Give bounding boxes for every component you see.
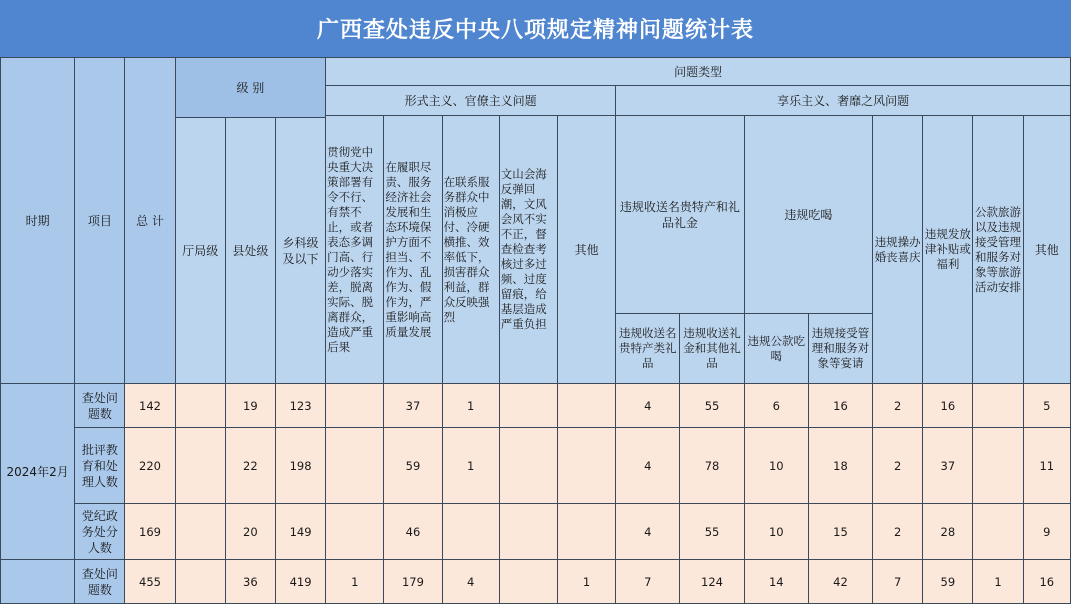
cell: 78	[680, 428, 744, 504]
cell: 16	[1023, 560, 1070, 604]
header-level-xian: 县处级	[225, 118, 275, 384]
cell: 22	[225, 428, 275, 504]
header-formalism: 形式主义、官僚主义问题	[326, 86, 616, 116]
header-level: 级 别	[175, 58, 326, 118]
period-cell	[1, 560, 75, 604]
row-total: 142	[125, 384, 175, 428]
cell	[326, 384, 384, 428]
header-hedonism-col-2: 违规发放津补贴或福利	[923, 116, 973, 384]
cell	[175, 504, 225, 560]
header-hedonism-col-1: 违规操办婚丧喜庆	[873, 116, 923, 384]
cell: 10	[744, 504, 808, 560]
cell: 36	[225, 560, 275, 604]
statistics-table	[0, 57, 1071, 604]
cell	[326, 504, 384, 560]
cell: 124	[680, 560, 744, 604]
header-gift-sub-2: 违规收送礼金和其他礼品	[680, 314, 744, 384]
cell: 16	[808, 384, 872, 428]
header-hedonism-col-3: 公款旅游以及违规接受管理和服务对象等旅游活动安排	[973, 116, 1023, 384]
cell: 179	[384, 560, 442, 604]
cell: 123	[275, 384, 325, 428]
header-eat: 违规吃喝	[744, 116, 872, 314]
header-formalism-col-2: 在履职尽责、服务经济社会发展和生态环境保护方面不担当、不作为、乱作为、假作为，严重影响高质量发展	[384, 116, 442, 384]
cell: 59	[384, 428, 442, 504]
cell: 149	[275, 504, 325, 560]
row-total: 169	[125, 504, 175, 560]
cell: 4	[616, 504, 680, 560]
cell: 1	[557, 560, 615, 604]
cell: 1	[442, 384, 499, 428]
cell: 59	[923, 560, 973, 604]
header-level-ting: 厅局级	[175, 118, 225, 384]
cell: 419	[275, 560, 325, 604]
row-item: 查处问题数	[75, 384, 125, 428]
header-formalism-col-4: 文山会海反弹回潮，文风会风不实不正，督查检查考核过多过频、过度留痕，给基层造成严重负担	[499, 116, 557, 384]
cell: 55	[680, 504, 744, 560]
cell: 5	[1023, 384, 1070, 428]
cell: 11	[1023, 428, 1070, 504]
cell: 19	[225, 384, 275, 428]
cell	[499, 428, 557, 504]
cell	[557, 504, 615, 560]
cell: 7	[616, 560, 680, 604]
cell	[499, 560, 557, 604]
header-level-xiang: 乡科级及以下	[275, 118, 325, 384]
cell: 55	[680, 384, 744, 428]
header-gift: 违规收送名贵特产和礼品礼金	[616, 116, 744, 314]
cell	[499, 384, 557, 428]
cell: 28	[923, 504, 973, 560]
cell: 4	[616, 384, 680, 428]
header-gift-sub-1: 违规收送名贵特产类礼品	[616, 314, 680, 384]
cell: 37	[923, 428, 973, 504]
header-period: 时期	[1, 58, 75, 384]
cell: 16	[923, 384, 973, 428]
cell: 10	[744, 428, 808, 504]
row-total: 220	[125, 428, 175, 504]
cell: 1	[326, 560, 384, 604]
header-formalism-col-1: 贯彻党中央重大决策部署有令不行、有禁不止，或者表态多调门高、行动少落实差，脱离实际、脱离群众，造成严重后果	[326, 116, 384, 384]
cell: 42	[808, 560, 872, 604]
row-item: 党纪政务处分人数	[75, 504, 125, 560]
cell: 1	[442, 428, 499, 504]
cell	[499, 504, 557, 560]
cell: 15	[808, 504, 872, 560]
cell: 18	[808, 428, 872, 504]
cell	[442, 504, 499, 560]
header-problem-type: 问题类型	[326, 58, 1071, 86]
cell	[175, 560, 225, 604]
cell	[973, 384, 1023, 428]
header-eat-sub-2: 违规接受管理和服务对象等宴请	[808, 314, 872, 384]
page-title: 广西查处违反中央八项规定精神问题统计表	[0, 0, 1071, 57]
header-hedonism-col-4: 其他	[1023, 116, 1070, 384]
cell: 46	[384, 504, 442, 560]
header-formalism-col-3: 在联系服务群众中消极应付、冷硬横推、效率低下，损害群众利益，群众反映强烈	[442, 116, 499, 384]
cell: 2	[873, 384, 923, 428]
row-item: 批评教育和处理人数	[75, 428, 125, 504]
period-cell: 2024年2月	[1, 384, 75, 560]
header-hedonism: 享乐主义、奢靡之风问题	[616, 86, 1071, 116]
header-item: 项目	[75, 58, 125, 384]
header-formalism-col-5: 其他	[557, 116, 615, 384]
cell: 2	[873, 428, 923, 504]
cell	[175, 384, 225, 428]
cell: 14	[744, 560, 808, 604]
cell	[973, 504, 1023, 560]
cell: 4	[616, 428, 680, 504]
header-eat-sub-1: 违规公款吃喝	[744, 314, 808, 384]
cell	[175, 428, 225, 504]
cell: 2	[873, 504, 923, 560]
cell: 20	[225, 504, 275, 560]
row-item: 查处问题数	[75, 560, 125, 604]
cell	[557, 384, 615, 428]
cell: 37	[384, 384, 442, 428]
row-total: 455	[125, 560, 175, 604]
cell: 1	[973, 560, 1023, 604]
cell	[973, 428, 1023, 504]
header-total: 总 计	[125, 58, 175, 384]
cell: 9	[1023, 504, 1070, 560]
cell	[557, 428, 615, 504]
cell	[326, 428, 384, 504]
cell: 7	[873, 560, 923, 604]
cell: 6	[744, 384, 808, 428]
cell: 198	[275, 428, 325, 504]
cell: 4	[442, 560, 499, 604]
